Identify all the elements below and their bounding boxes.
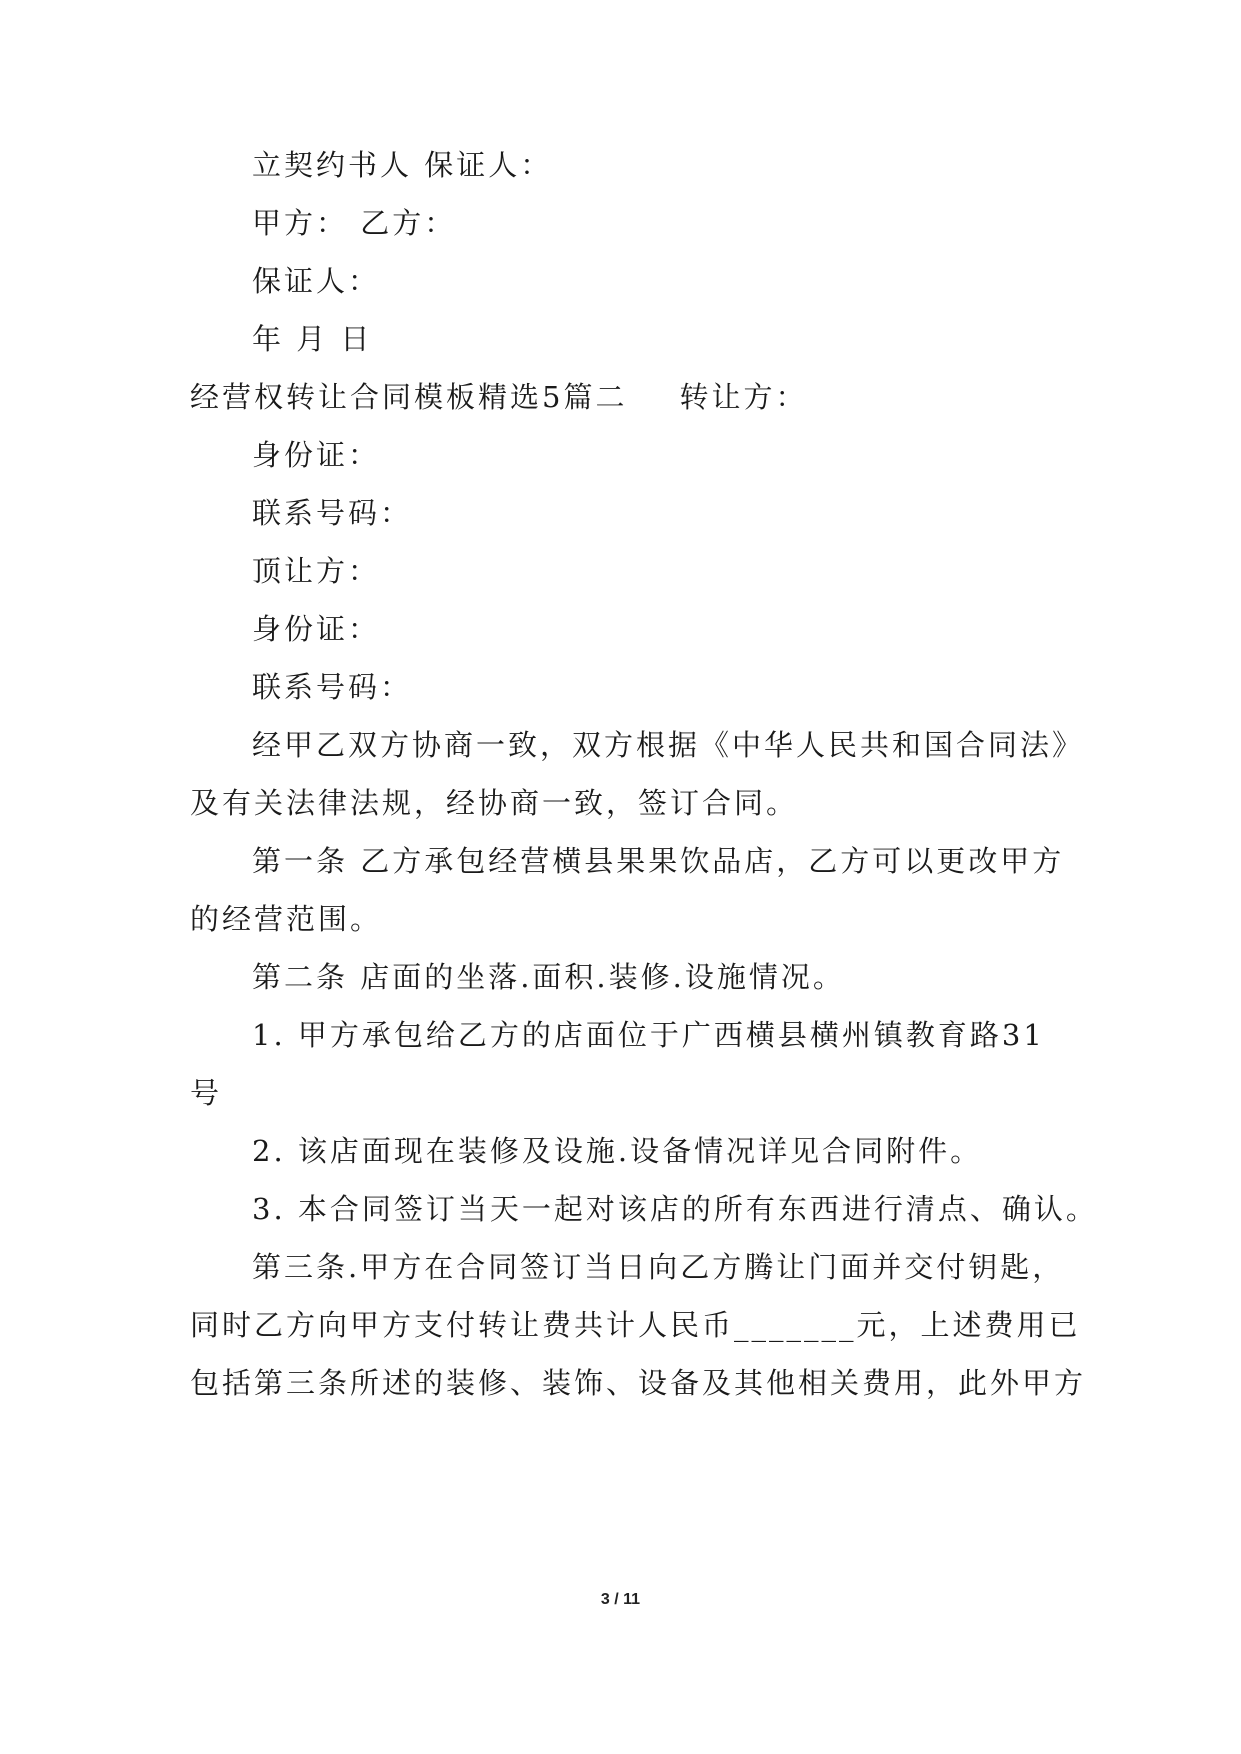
text-line: 身份证： bbox=[252, 438, 381, 472]
text-line: 号 bbox=[190, 1076, 223, 1110]
text-line: 联系号码： bbox=[252, 496, 413, 530]
text-line: 第二条 店面的坐落.面积.装修.设施情况。 bbox=[252, 960, 845, 994]
transferor-label: 转让方： bbox=[679, 380, 808, 414]
text-line: 同时乙方向甲方支付转让费共计人民币_______元，上述费用已 bbox=[190, 1308, 1081, 1342]
text-line: 甲方： 乙方： bbox=[252, 206, 457, 240]
text-line: 的经营范围。 bbox=[190, 902, 383, 936]
text-line: 立契约书人 保证人： bbox=[252, 148, 553, 182]
text-line: 3. 本合同签订当天一起对该店的所有东西进行清点、确认。 bbox=[252, 1192, 1098, 1226]
text-line: 保证人： bbox=[252, 264, 381, 298]
text-line: 顶让方： bbox=[252, 554, 381, 588]
text-line: 第一条 乙方承包经营横县果果饮品店，乙方可以更改甲方 bbox=[252, 844, 1065, 878]
text-line: 包括第三条所述的装修、装饰、设备及其他相关费用，此外甲方 bbox=[190, 1366, 1087, 1400]
text-line: 及有关法律法规，经协商一致，签订合同。 bbox=[190, 786, 799, 820]
text-line: 身份证： bbox=[252, 612, 381, 646]
text-line: 2. 该店面现在装修及设施.设备情况详见合同附件。 bbox=[252, 1134, 983, 1168]
text-line: 第三条.甲方在合同签订当日向乙方腾让门面并交付钥匙， bbox=[252, 1250, 1065, 1284]
section-heading-line bbox=[190, 377, 807, 417]
text-line: 联系号码： bbox=[252, 670, 413, 704]
text-line: 年 月 日 bbox=[252, 322, 373, 356]
section-title: 经营权转让合同模板精选5篇二 bbox=[190, 380, 628, 414]
text-line: 1. 甲方承包给乙方的店面位于广西横县横州镇教育路31 bbox=[252, 1018, 1045, 1052]
page-number: 3 / 11 bbox=[600, 1591, 641, 1608]
text-line: 经甲乙双方协商一致，双方根据《中华人民共和国合同法》 bbox=[252, 728, 1085, 762]
